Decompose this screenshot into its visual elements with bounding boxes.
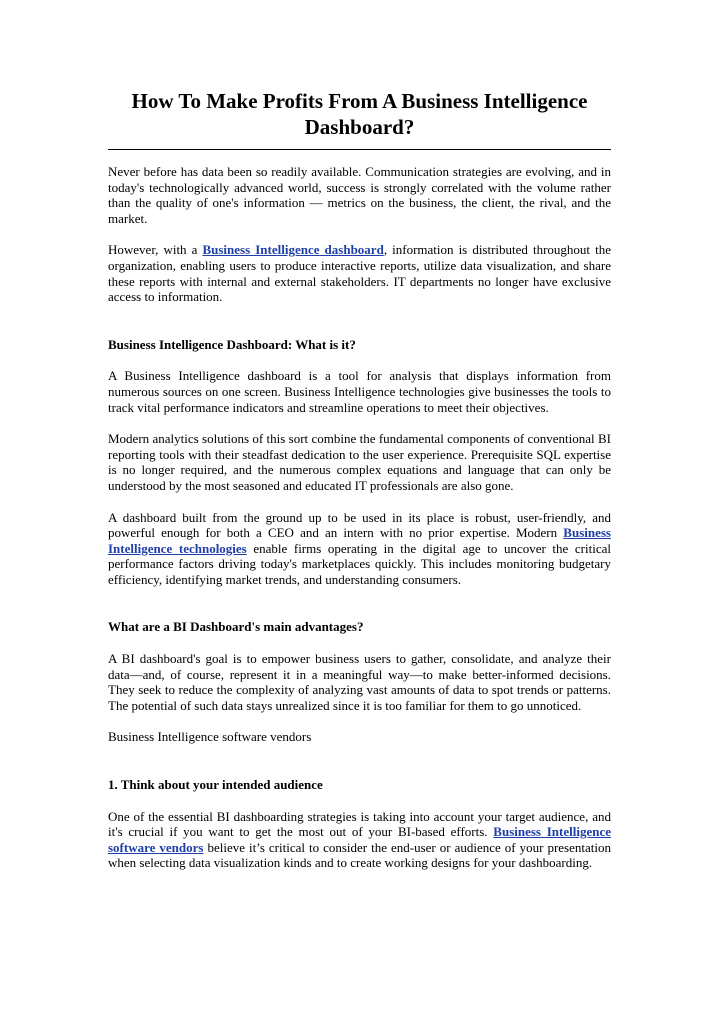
paragraph-text: believe it’s critical to consider the end-user or audience of your presentation when selecting data visualization kinds and to create working designs for your dashboarding. xyxy=(108,839,611,871)
paragraph-audience xyxy=(108,809,611,871)
title-divider xyxy=(108,149,611,150)
bi-technologies-link[interactable]: Business Intelligence technologies xyxy=(108,525,611,556)
paragraph-bi-dashboard xyxy=(108,242,611,304)
paragraph-definition: A Business Intelligence dashboard is a tool for analysis that displays information from numerous sources on one screen. Business Intelligence technologies give businesses the tools to track vital performance indicators and streamline operations to meet their objectives. xyxy=(108,368,611,415)
section-heading-audience: 1. Think about your intended audience xyxy=(108,777,323,793)
intro-paragraph: Never before has data been so readily available. Communication strategies are evolving, and in today's technologically advanced world, success is strongly correlated with the volume rather than the quality of one's information — metrics on the business, the client, the rival, and the market. xyxy=(108,164,611,226)
section-heading-what-is-it: Business Intelligence Dashboard: What is it? xyxy=(108,336,356,352)
bi-dashboard-link[interactable]: Business Intelligence dashboard xyxy=(202,242,384,258)
page-title: How To Make Profits From A Business Intelligence Dashboard? xyxy=(131,89,588,139)
paragraph-vendors-label: Business Intelligence software vendors xyxy=(108,729,312,745)
spacer xyxy=(108,321,611,337)
bi-vendors-link[interactable]: Business Intelligence software vendors xyxy=(108,824,611,855)
paragraph-text: , information is distributed throughout the organization, enabling users to produce interactive reports, utilize data visualization, and share these reports with internal and external stakeholders. IT departments no longer have exclusive access to information. xyxy=(108,242,611,305)
paragraph-modern-analytics: Modern analytics solutions of this sort combine the fundamental components of conventional BI reporting tools with their steadfast dedication to the user experience. Prerequisite SQL expertise is no longer required, and the numerous complex equations and language that can only be understood by the most seasoned and educated IT professionals are also gone. xyxy=(108,431,611,493)
paragraph-text: However, with a xyxy=(108,242,203,258)
spacer xyxy=(108,603,611,619)
paragraph-text: enable firms operating in the digital age to uncover the critical performance factors driving today's marketplaces quickly. This includes monitoring budgetary efficiency, identifying market trends, and understanding consumers. xyxy=(108,540,611,587)
paragraph-text: A dashboard built from the ground up to be used in its place is robust, user-friendly, and powerful enough for both a CEO and an intern with no prior expertise. Modern xyxy=(108,509,611,541)
spacer xyxy=(108,761,611,777)
paragraph-dashboard-built xyxy=(108,510,611,588)
paragraph-text: One of the essential BI dashboarding strategies is taking into account your target audience, and it's crucial if you want to get the most out of your BI-based efforts. xyxy=(108,808,611,840)
document-body xyxy=(108,164,611,887)
paragraph-goal: A BI dashboard's goal is to empower business users to gather, consolidate, and analyze their data—and, of course, represent it in a meaningful way—to make better-informed decisions. They seek to reduce the complexity of analyzing vast amounts of data to spot trends or patterns. The potential of such data stays unrealized since it is too familiar for them to go unnoticed. xyxy=(108,651,611,713)
section-heading-advantages: What are a BI Dashboard's main advantages? xyxy=(108,619,364,635)
